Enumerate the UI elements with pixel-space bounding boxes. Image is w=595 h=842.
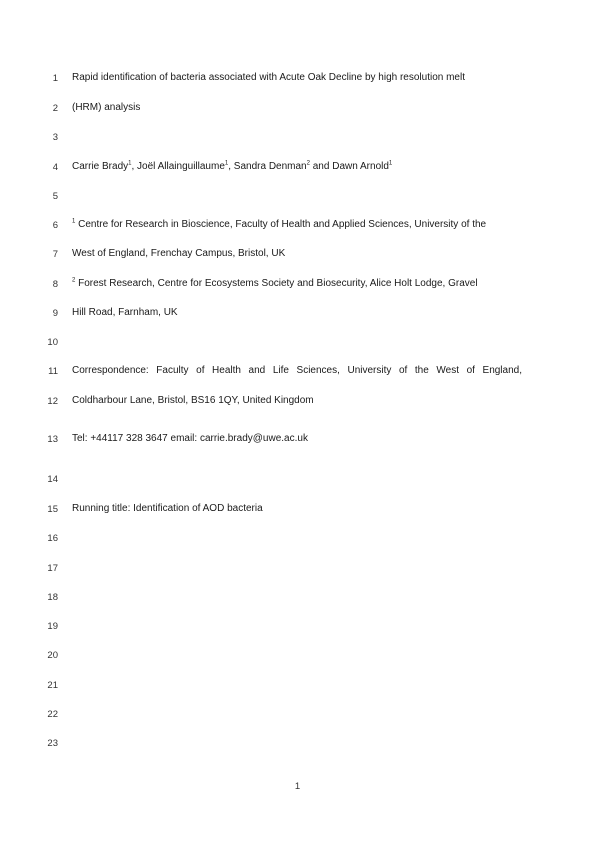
line-number: 8 xyxy=(52,279,58,290)
line-number: 18 xyxy=(47,592,58,603)
contact-details: Tel: +44117 328 3647 email: carrie.brady@uwe.ac.uk xyxy=(72,433,308,444)
author-separator: and xyxy=(309,161,333,172)
line-number: 14 xyxy=(47,474,58,485)
line-number: 9 xyxy=(52,308,58,319)
line-number: 12 xyxy=(47,396,58,407)
line-number: 21 xyxy=(47,680,58,691)
line-number: 22 xyxy=(47,709,58,720)
line-number: 5 xyxy=(52,191,58,202)
affiliation-1-line-1 xyxy=(72,219,527,231)
line-number: 13 xyxy=(47,434,58,445)
correspondence-line-1: Correspondence: Faculty of Health and Life Sciences, University of the West of England, xyxy=(72,365,522,376)
affiliation-1-line-2: West of England, Frenchay Campus, Bristol, UK xyxy=(72,248,286,259)
line-number: 19 xyxy=(47,621,58,632)
line-number: 2 xyxy=(52,103,58,114)
title-line-2: (HRM) analysis xyxy=(72,102,141,113)
line-number: 7 xyxy=(52,249,58,260)
affiliation-mark: 2 xyxy=(306,160,310,167)
author-name: Sandra Denman xyxy=(233,161,307,172)
line-number: 20 xyxy=(47,650,58,661)
affiliation-text: Centre for Research in Bioscience, Faculty of Health and Applied Sciences, University of the xyxy=(78,219,487,230)
page-number: 1 xyxy=(294,781,301,792)
affiliation-mark: 2 xyxy=(72,277,76,284)
line-number: 10 xyxy=(47,337,58,348)
title-line-1: Rapid identification of bacteria associated with Acute Oak Decline by high resolution melt xyxy=(72,72,465,83)
author-list xyxy=(72,161,527,173)
author-name: Carrie Brady xyxy=(72,161,129,172)
author-name: Joël Allainguillaume xyxy=(137,161,225,172)
affiliation-mark: 1 xyxy=(388,160,393,167)
author-separator: , xyxy=(131,161,138,172)
line-number: 11 xyxy=(48,366,58,377)
affiliation-mark: 1 xyxy=(72,218,76,225)
running-title: Running title: Identification of AOD bacteria xyxy=(72,503,263,514)
correspondence-line-2: Coldharbour Lane, Bristol, BS16 1QY, United Kingdom xyxy=(72,395,314,406)
author-separator: , xyxy=(228,161,234,172)
line-number: 1 xyxy=(52,73,58,84)
line-number: 6 xyxy=(52,220,58,231)
line-number: 16 xyxy=(47,533,58,544)
line-number: 23 xyxy=(47,738,58,749)
line-number: 15 xyxy=(47,504,58,515)
affiliation-2-line-2: Hill Road, Farnham, UK xyxy=(72,307,178,318)
line-number: 3 xyxy=(52,132,58,143)
line-number: 17 xyxy=(47,563,58,574)
affiliation-2-line-1 xyxy=(72,278,527,290)
author-name: Dawn Arnold xyxy=(332,161,389,172)
line-number: 4 xyxy=(52,162,58,173)
affiliation-mark: 1 xyxy=(128,160,132,167)
affiliation-text: Forest Research, Centre for Ecosystems Society and Biosecurity, Alice Holt Lodge, Gravel xyxy=(78,278,478,289)
affiliation-mark: 1 xyxy=(224,160,229,167)
